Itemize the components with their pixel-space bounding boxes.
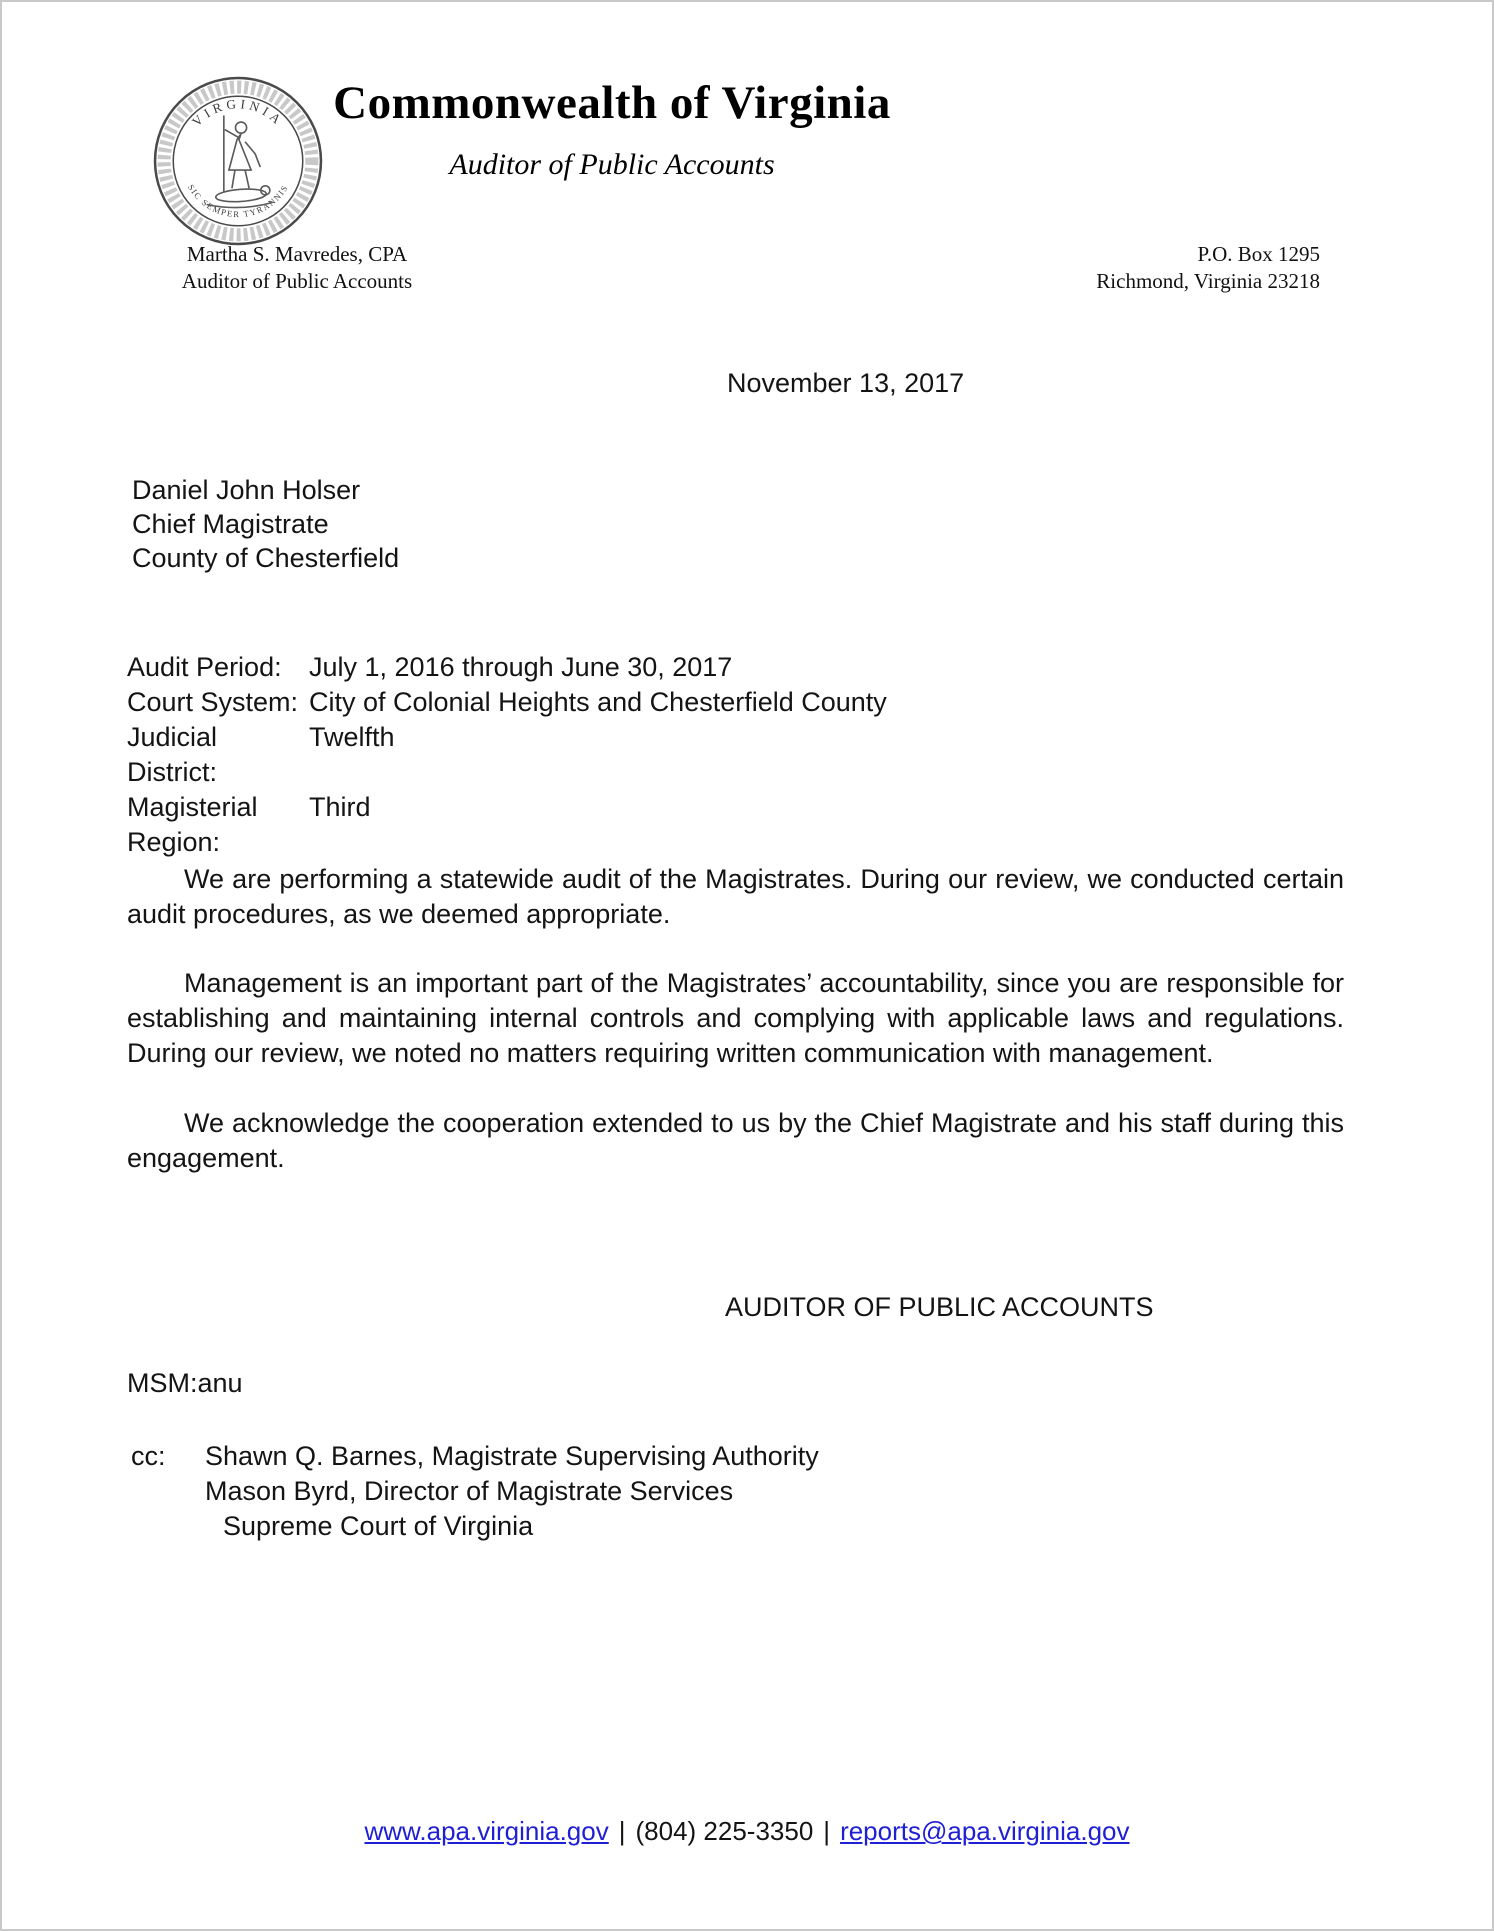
seal-bottom-text: SIC SEMPER TYRANNIS xyxy=(185,182,291,220)
letter-date: November 13, 2017 xyxy=(727,368,965,398)
court-system-label: Court System: xyxy=(127,687,299,717)
auditor-title: Auditor of Public Accounts xyxy=(181,269,413,293)
cc-entry-2-org: Supreme Court of Virginia xyxy=(223,1511,534,1541)
judicial-district-label: Judicial District: xyxy=(127,722,218,787)
virginia-state-seal-icon xyxy=(152,75,324,247)
body-paragraph-1: We are performing a statewide audit of the Magistrates. During our review, we conducted certain audit procedures, as we deemed appropriate. xyxy=(127,864,1344,929)
court-system-value: City of Colonial Heights and Chesterfield County xyxy=(309,687,887,717)
letterhead-subtitle: Auditor of Public Accounts xyxy=(449,148,775,181)
footer-separator-2: | xyxy=(823,1816,831,1846)
footer-separator-1: | xyxy=(618,1816,626,1846)
cc-entry-1: Shawn Q. Barnes, Magistrate Supervising Authority xyxy=(205,1441,819,1471)
recipient-block xyxy=(132,473,399,575)
recipient-title: Chief Magistrate xyxy=(132,509,329,539)
office-address-block xyxy=(1022,241,1320,295)
auditor-name-block xyxy=(142,241,452,295)
footer-email-link[interactable]: reports@apa.virginia.gov xyxy=(840,1816,1130,1846)
cc-entry-2: Mason Byrd, Director of Magistrate Services xyxy=(205,1476,734,1506)
audit-period-value: July 1, 2016 through June 30, 2017 xyxy=(309,652,733,682)
footer xyxy=(2,1816,1492,1847)
seal-top-text: VIRGINIA xyxy=(189,96,287,130)
letterhead-title: Commonwealth of Virginia xyxy=(333,77,891,129)
magisterial-region-label: Magisterial Region: xyxy=(127,792,258,857)
recipient-name: Daniel John Holser xyxy=(132,475,361,505)
cc-entries xyxy=(205,1439,819,1544)
footer-website-link[interactable]: www.apa.virginia.gov xyxy=(364,1816,609,1846)
cc-block xyxy=(131,1439,819,1544)
recipient-locality: County of Chesterfield xyxy=(132,543,400,573)
po-box-line: P.O. Box 1295 xyxy=(1197,242,1320,266)
auditor-name: Martha S. Mavredes, CPA xyxy=(186,242,408,266)
body-paragraph-2: Management is an important part of the Magistrates’ accountability, since you are responsible for establishing and maintaining internal controls and complying with applicable laws and regulations. During our review, we noted no matters requiring written communication with management. xyxy=(127,968,1344,1068)
judicial-district-value: Twelfth xyxy=(309,722,395,752)
audit-info-block xyxy=(127,650,887,860)
audit-period-label: Audit Period: xyxy=(127,652,282,682)
magisterial-region-value: Third xyxy=(309,792,371,822)
signature-org-line: AUDITOR OF PUBLIC ACCOUNTS xyxy=(725,1292,1154,1322)
reference-initials: MSM:anu xyxy=(127,1368,243,1398)
cc-label: cc: xyxy=(131,1441,166,1471)
body-paragraph-3: We acknowledge the cooperation extended to us by the Chief Magistrate and his staff during this engagement. xyxy=(127,1108,1344,1173)
city-state-zip-line: Richmond, Virginia 23218 xyxy=(1096,269,1320,293)
footer-phone: (804) 225-3350 xyxy=(635,1816,814,1846)
